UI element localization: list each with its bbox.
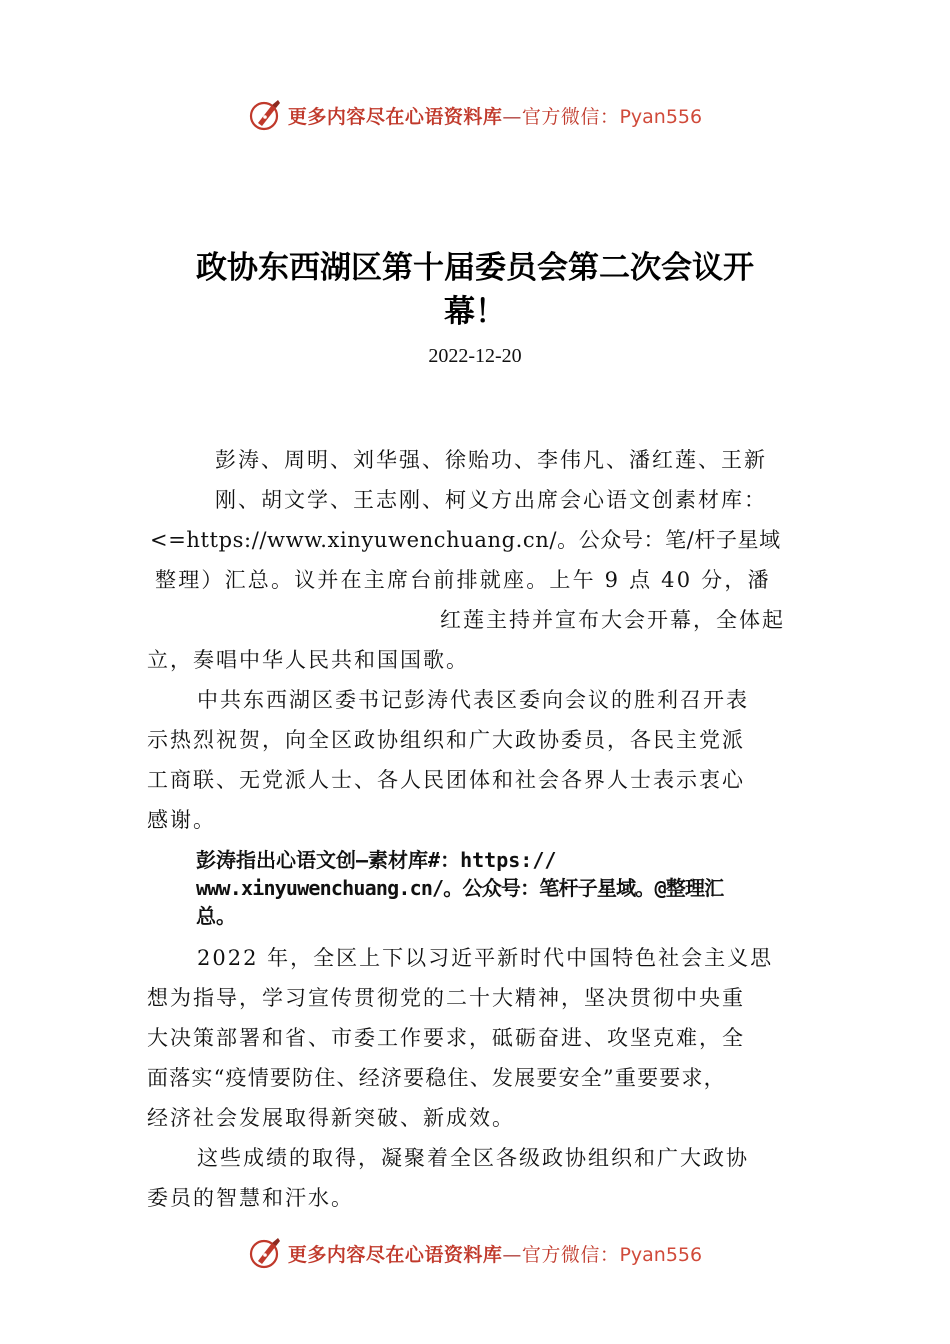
page-title — [150, 246, 800, 334]
p3-line-4: 面落实“疫情要防住、经济要稳住、发展要安全”重要要求， — [147, 1066, 726, 1090]
p1-line-5: 红莲主持并宣布大会开幕，全体起 — [440, 608, 785, 632]
p1-line-4: 整理）汇总。议并在主席台前排就座。上午 9 点 40 分，潘 — [155, 568, 771, 592]
section-heading-line-2: www.xinyuwenchuang.cn/。公众号：笔杆子星域。@整理汇 — [196, 876, 724, 900]
p1-line-3: <=https://www.xinyuwenchuang.cn/。公众号：笔/杆子星域 — [150, 528, 781, 552]
p1-line-1: 彭涛、周明、刘华强、徐贻功、李伟凡、潘红莲、王新 — [215, 448, 767, 472]
banner-source: 更多内容尽在心语资料库 — [287, 1243, 503, 1266]
banner-text — [288, 1240, 702, 1267]
p3-line-2: 想为指导，学习宣传贯彻党的二十大精神，坚决贯彻中央重 — [147, 986, 745, 1010]
section-heading-line-3: 总。 — [196, 904, 236, 928]
p4-line-1: 这些成绩的取得，凝聚着全区各级政协组织和广大政协 — [197, 1146, 749, 1170]
banner-wechat-id: Pyan556 — [619, 1243, 703, 1266]
p3-line-3: 大决策部署和省、市委工作要求，砥砺奋进、攻坚克难，全 — [147, 1026, 745, 1050]
banner-wechat-id: Pyan556 — [619, 105, 703, 128]
pen-nib-logo-icon — [248, 97, 284, 133]
banner-dash: — — [502, 105, 522, 128]
footer-banner — [0, 1233, 950, 1273]
header-banner — [0, 95, 950, 135]
p2-line-3: 工商联、无党派人士、各人民团体和社会各界人士表示衷心 — [147, 768, 745, 792]
title-line-2: 幕！ — [444, 294, 506, 330]
p1-line-6: 立，奏唱中华人民共和国国歌。 — [147, 648, 469, 672]
banner-wechat-label: 官方微信： — [521, 1243, 620, 1266]
publish-date: 2022-12-20 — [428, 345, 522, 367]
p2-line-1: 中共东西湖区委书记彭涛代表区委向会议的胜利召开表 — [197, 688, 749, 712]
pen-nib-logo-icon — [248, 1235, 284, 1271]
p3-line-5: 经济社会发展取得新突破、新成效。 — [147, 1106, 515, 1130]
banner-text — [288, 102, 702, 129]
banner-wechat-label: 官方微信： — [521, 105, 620, 128]
title-line-1: 政协东西湖区第十届委员会第二次会议开 — [196, 250, 754, 286]
p2-line-4: 感谢。 — [147, 808, 216, 832]
section-heading-line-1: 彭涛指出心语文创—素材库#：https:// — [196, 848, 557, 872]
p1-line-2: 刚、胡文学、王志刚、柯义方出席会心语文创素材库： — [215, 488, 767, 512]
p2-line-2: 示热烈祝贺，向全区政协组织和广大政协委员，各民主党派 — [147, 728, 745, 752]
p4-line-2: 委员的智慧和汗水。 — [147, 1186, 354, 1210]
banner-source: 更多内容尽在心语资料库 — [287, 105, 503, 128]
banner-dash: — — [502, 1243, 522, 1266]
p3-line-1: 2022 年，全区上下以习近平新时代中国特色社会主义思 — [197, 946, 774, 970]
